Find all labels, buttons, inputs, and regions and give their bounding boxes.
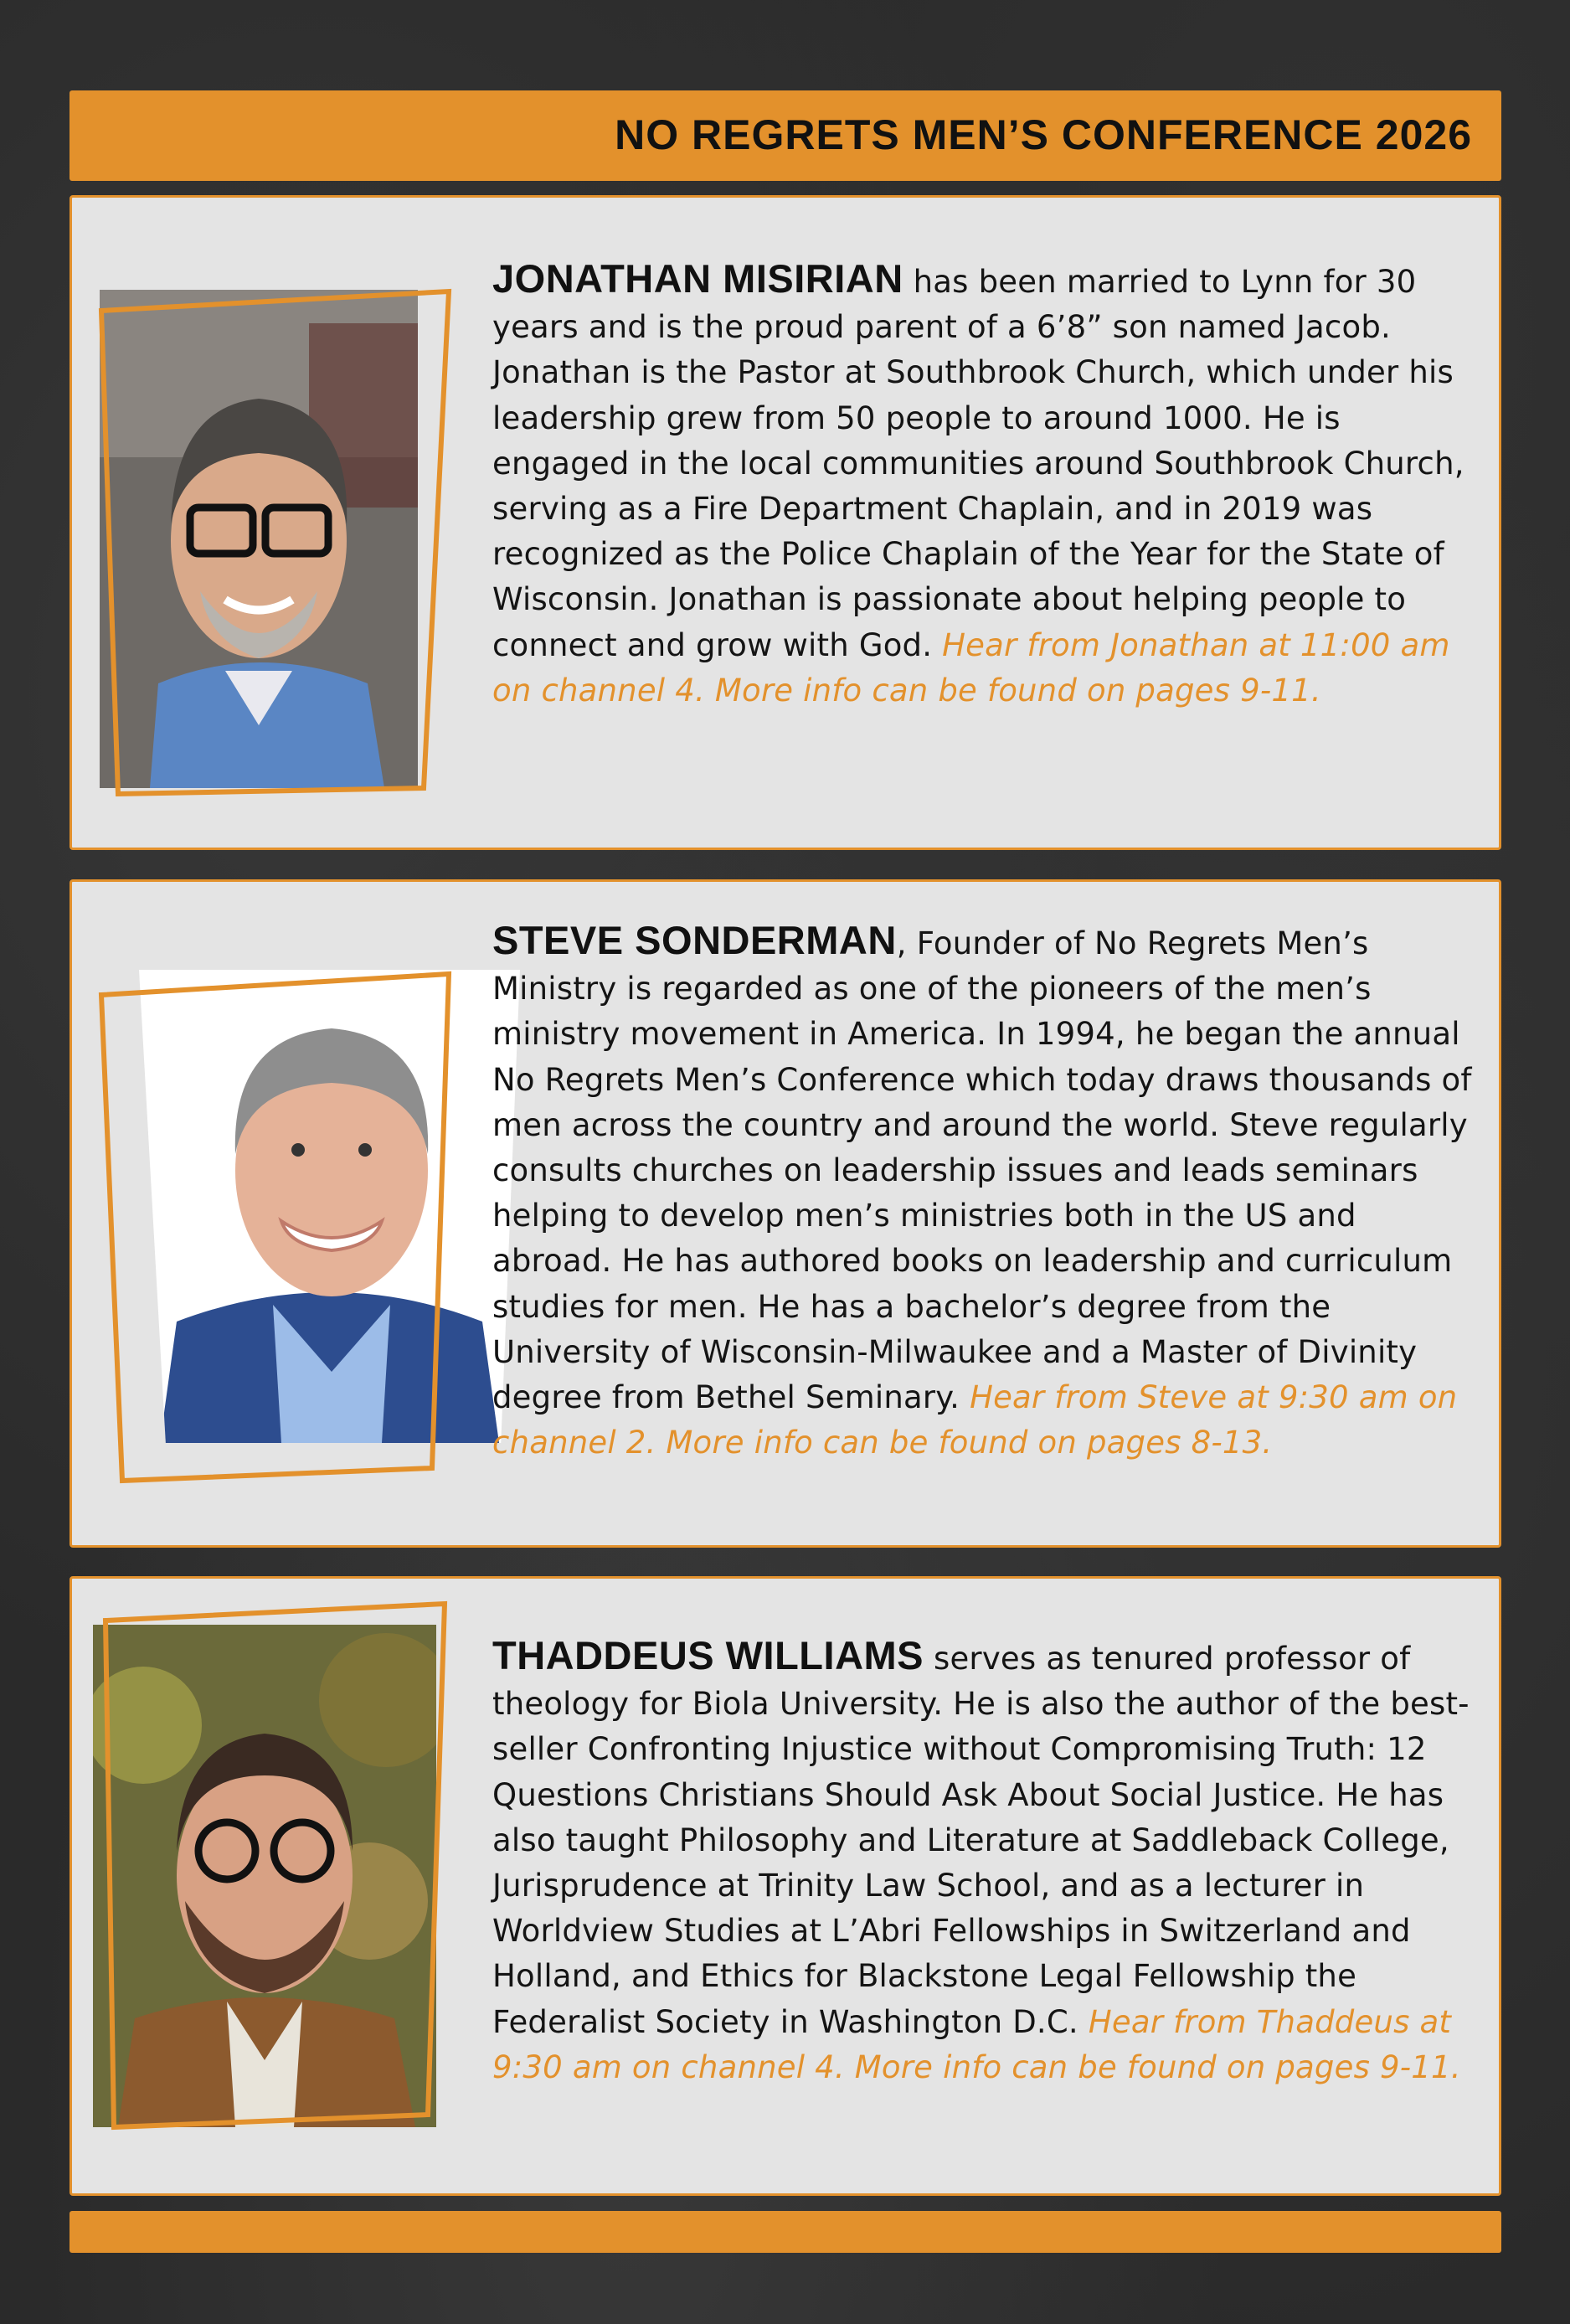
- header-bar: [69, 90, 1501, 181]
- session-info: Hear from Thaddeus at 9:30 am on channel 4. More info can be found on pages 9-11.: [492, 2003, 1461, 2085]
- speaker-bio: [492, 256, 1474, 714]
- speaker-bio-text: serves as tenured professor of theology for Biola University. He is also the author of the best-seller Confronting Injustice without Compromising Truth: 12 Questions Christians Should Ask About Social Justice. He has also taught Philosophy and Literature at Saddleback College, Jurisprudence at Trinity Law School, and as a lecturer in Worldview Studies at L’Abri Fellowships in Switzerland and Holland, and Ethics for Blackstone Legal Fellowship the Federalist Society in Washington D.C.: [492, 1641, 1470, 2040]
- speaker-bio-text: has been married to Lynn for 30 years and is the proud parent of a 6’8” son named Jacob. Jonathan is the Pastor at Southbrook Church, which under his leadership grew from 50 people to around 1000. He is engaged in the local communities around Southbrook Church, serving as a Fire Department Chaplain, and in 2019 was recognized as the Police Chaplain of the Year for the State of Wisconsin. Jonathan is passionate about helping people to connect and grow with God.: [492, 264, 1464, 663]
- footer-bar: [69, 2211, 1501, 2253]
- speaker-bio-text: , Founder of No Regrets Men’s Ministry is regarded as one of the pioneers of the men’s ministry movement in America. In 1994, he began the annual No Regrets Men’s Conference which today draws thousands of men across the country and around the world. Steve regularly consults churches on leadership issues and leads seminars helping to develop men’s ministries both in the US and abroad. He has authored books on leadership and curriculum studies for men. He has a bachelor’s degree from the University of Wisconsin-Milwaukee and a Master of Divinity degree from Bethel Seminary.: [492, 925, 1472, 1416]
- speaker-bio: [492, 1633, 1474, 2090]
- speaker-name: JONATHAN MISIRIAN: [492, 256, 903, 301]
- speaker-card-jonathan: [69, 195, 1501, 850]
- speaker-card-steve: [69, 879, 1501, 1548]
- photo-frame: [72, 1579, 474, 2182]
- speaker-name: THADDEUS WILLIAMS: [492, 1633, 924, 1677]
- speaker-card-thaddeus: [69, 1576, 1501, 2196]
- photo-frame: [72, 932, 541, 1518]
- photo-frame: [72, 248, 474, 817]
- speaker-name: STEVE SONDERMAN: [492, 918, 897, 962]
- speaker-bio: [492, 918, 1474, 1466]
- session-info: Hear from Jonathan at 11:00 am on channel 4. More info can be found on pages 9-11.: [492, 626, 1450, 709]
- session-info: Hear from Steve at 9:30 am on channel 2. More info can be found on pages 8-13.: [492, 1379, 1458, 1461]
- page-title: NO REGRETS MEN’S CONFERENCE 2026: [615, 111, 1472, 158]
